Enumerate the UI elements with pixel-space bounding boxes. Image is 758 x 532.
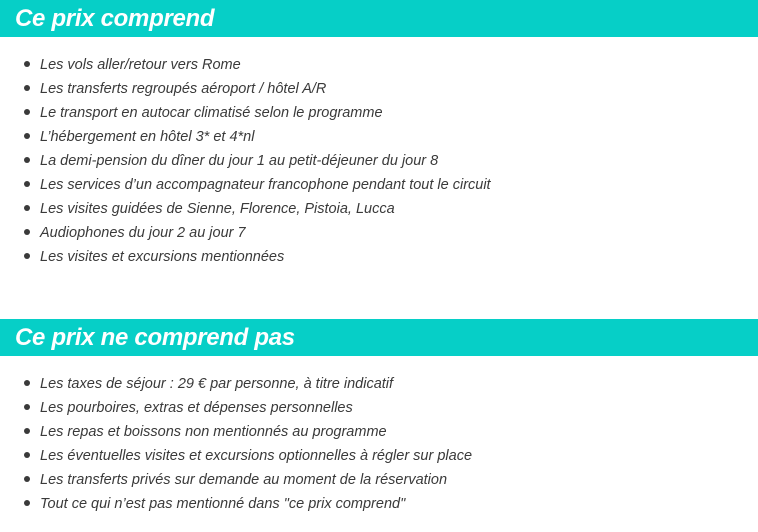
bullet-dot-icon [24,85,30,91]
list-item-text: Les services d’un accompagnateur francophone pendant tout le circuit [40,177,491,193]
bullet-dot-icon [24,157,30,163]
bullet-dot-icon [24,205,30,211]
list-item-text: L’hébergement en hôtel 3* et 4*nl [40,129,255,145]
bullet-dot-icon [24,109,30,115]
list-item-text: Audiophones du jour 2 au jour 7 [40,225,246,241]
list-item-text: Les visites guidées de Sienne, Florence, Pistoia, Lucca [40,201,395,217]
bullet-dot-icon [24,181,30,187]
excluded-section-title: Ce prix ne comprend pas [15,324,295,351]
included-section-header [0,0,758,37]
list-item-text: Les transferts privés sur demande au moment de la réservation [40,472,448,488]
bullet-dot-icon [24,133,30,139]
list-item-text: Les éventuelles visites et excursions optionnelles à régler sur place [40,448,473,464]
list-item-text: Les vols aller/retour vers Rome [40,57,241,73]
list-item-text: Le transport en autocar climatisé selon le programme [40,105,383,121]
bullet-dot-icon [24,61,30,67]
bullet-dot-icon [24,229,30,235]
list-item-text: Les taxes de séjour : 29 € par personne, à titre indicatif [40,376,394,392]
bullet-dot-icon [24,476,30,482]
bullet-dot-icon [24,452,30,458]
bullet-dot-icon [24,253,30,259]
bullet-dot-icon [24,380,30,386]
list-item-text: Les repas et boissons non mentionnés au programme [40,424,387,440]
bullet-dot-icon [24,428,30,434]
bullet-dot-icon [24,500,30,506]
list-item-text: La demi-pension du dîner du jour 1 au petit-déjeuner du jour 8 [40,153,439,169]
list-item-text: Les visites et excursions mentionnées [40,249,285,265]
bullet-dot-icon [24,404,30,410]
excluded-section-header [0,319,758,356]
list-item-text: Les transferts regroupés aéroport / hôtel A/R [40,81,327,97]
list-item-text: Les pourboires, extras et dépenses personnelles [40,400,353,416]
included-section-title: Ce prix comprend [15,5,215,32]
list-item-text: Tout ce qui n’est pas mentionné dans "ce prix comprend" [40,496,406,512]
